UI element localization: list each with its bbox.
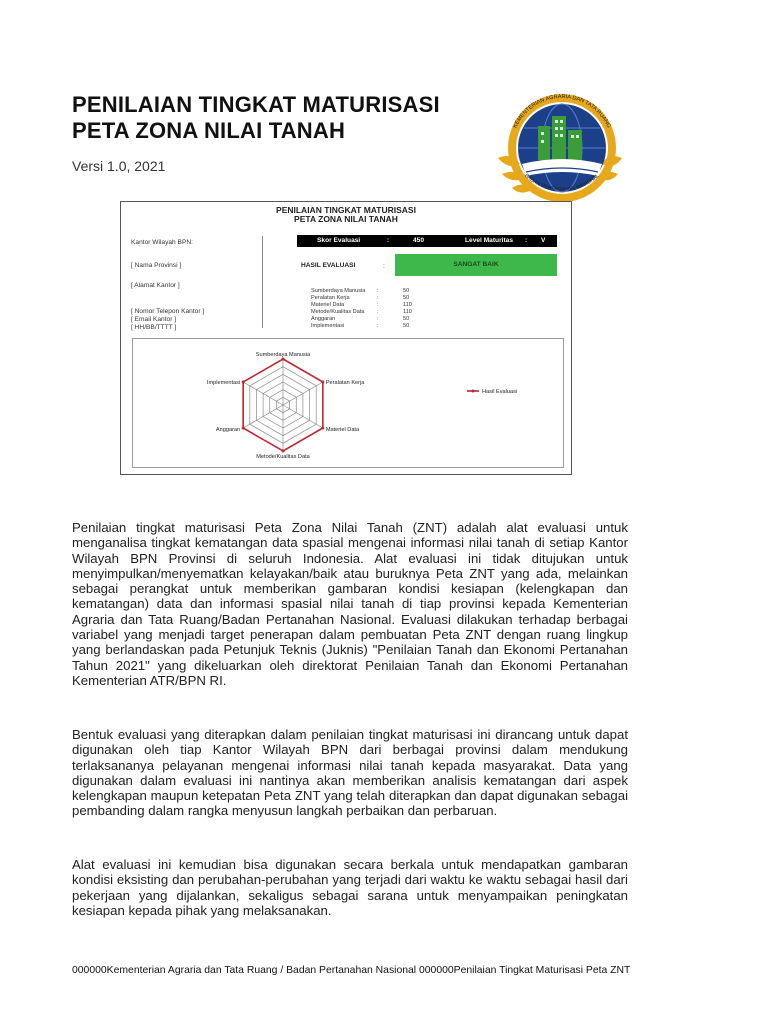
report-title-line-1: PENILAIAN TINGKAT MATURISASI bbox=[276, 205, 416, 215]
radar-chart bbox=[133, 339, 563, 467]
radar-axis-label: Implementasi bbox=[206, 380, 241, 386]
report-divider bbox=[262, 236, 263, 328]
score-bar bbox=[297, 235, 557, 247]
variable-row bbox=[311, 288, 410, 294]
variable-colon: : bbox=[377, 295, 379, 301]
variable-value: 50 bbox=[403, 316, 410, 322]
radar-series-point bbox=[242, 381, 245, 384]
report-field-email: [ Email Kantor ] bbox=[131, 316, 177, 323]
variable-colon: : bbox=[377, 309, 379, 315]
variable-value: 110 bbox=[403, 302, 412, 308]
radar-axis-label: Sumberdaya Manusia bbox=[255, 352, 311, 358]
variable-value: 50 bbox=[403, 288, 410, 294]
logo-text-top: KEMENTERIAN AGRARIA DAN TATA RUANG bbox=[512, 93, 612, 130]
body-paragraph-2: Bentuk evaluasi yang diterapkan dalam penilaian tingkat maturisasi ini dirancang untuk dapat digunakan oleh tiap Kantor Wilayah BPN dari berbagai provinsi dalam mendukung terlaksananya pelayanan mengenai informasi nilai tanah kepada masyarakat. Data yang digunakan dalam evaluasi ini nantinya akan memberikan analisis kematangan dari aspek kelengkapan maupun ketepatan Peta ZNT yang telah diterapkan dan dapat digunakan sebagai pembanding dalam rangka menyusun langkah perbaikan dan perbaruan. bbox=[72, 727, 628, 819]
variable-name: Metode/Kualitas Data bbox=[311, 309, 365, 315]
variable-value: 110 bbox=[403, 309, 412, 315]
variable-row bbox=[311, 309, 412, 315]
score-label: Skor Evaluasi bbox=[317, 237, 361, 244]
radar-series-point bbox=[321, 427, 324, 430]
title-line-2: PETA ZONA NILAI TANAH bbox=[72, 118, 346, 143]
radar-axis-label: Materiel Data bbox=[325, 427, 360, 433]
radar-axis-label: Peralatan Kerja bbox=[325, 380, 365, 386]
variable-value: 50 bbox=[403, 295, 410, 301]
report-field-telepon: [ Nomor Telepon Kantor ] bbox=[131, 308, 205, 315]
hasil-evaluasi-label: HASIL EVALUASI bbox=[301, 262, 356, 269]
report-field-provinsi: [ Nama Provinsi ] bbox=[131, 262, 182, 269]
legend-marker bbox=[472, 390, 475, 393]
score-value: 450 bbox=[413, 237, 425, 244]
variable-name: Materiel Data bbox=[311, 302, 345, 308]
radar-series-point bbox=[242, 427, 245, 430]
radar-axis-label: Metode/Kualitas Data bbox=[256, 454, 310, 460]
hasil-evaluasi-badge: SANGAT BAIK bbox=[395, 254, 557, 276]
variable-row bbox=[311, 316, 410, 322]
level-label: Level Maturitas bbox=[465, 237, 514, 244]
radar-series-point bbox=[321, 381, 324, 384]
logo-text-bottom: BADAN PERTANAHAN NASIONAL bbox=[523, 172, 601, 193]
report-field-alamat: [ Alamat Kantor ] bbox=[131, 282, 180, 289]
ministry-logo bbox=[494, 92, 630, 204]
report-title-line-2: PETA ZONA NILAI TANAH bbox=[294, 214, 398, 224]
variable-colon: : bbox=[377, 288, 379, 294]
variable-name: Sumberdaya Manusia bbox=[311, 288, 366, 294]
radar-series-point bbox=[282, 450, 285, 453]
variable-row bbox=[311, 302, 412, 308]
legend-label: Hasil Evaluasi bbox=[482, 389, 518, 395]
variable-row bbox=[311, 295, 410, 301]
variable-colon: : bbox=[377, 302, 379, 308]
variable-value: 50 bbox=[403, 323, 410, 329]
level-colon: : bbox=[525, 237, 528, 244]
version-text: Versi 1.0, 2021 bbox=[72, 158, 166, 174]
report-field-kanwil: Kantor Wilayah BPN: bbox=[131, 239, 193, 246]
variable-name: Implementasi bbox=[311, 323, 345, 329]
radar-chart-frame bbox=[132, 338, 564, 468]
variable-name: Peralatan Kerja bbox=[311, 295, 350, 301]
radar-axis-label: Anggaran bbox=[215, 427, 241, 433]
page-footer: 000000Kementerian Agraria dan Tata Ruang / Badan Pertanahan Nasional 000000Penilaian Tingkat Maturisasi Peta ZNT bbox=[72, 965, 631, 976]
variable-row bbox=[311, 323, 410, 329]
body-paragraph-1: Penilaian tingkat maturisasi Peta Zona Nilai Tanah (ZNT) adalah alat evaluasi untuk menganalisa tingkat kematangan data spasial mengenai informasi nilai tanah di setiap Kantor Wilayah BPN Provinsi di seluruh Indonesia. Alat evaluasi ini tidak ditujukan untuk menyimpulkan/menyematkan kelayakan/baik atau buruknya Peta ZNT yang ada, melainkan sebagai perangkat untuk memberikan gambaran kondisi kesiapan (kelengkapan dan kematangan) data dan informasi spasial nilai tanah di tiap provinsi kepada Kementerian Agraria dan Tata Ruang/Badan Pertanahan Nasional. Evaluasi dilakukan terhadap berbagai variabel yang menjadi target penerapan dalam pembuatan Peta ZNT dengan ruang lingkup yang berlandaskan pada Petunjuk Teknis (Juknis) "Penilaian Tanah dan Ekonomi Pertanahan Tahun 2021" yang dikeluarkan oleh direktorat Penilaian Tanah dan Ekonomi Pertanahan Kementerian ATR/BPN RI. bbox=[72, 520, 628, 688]
score-colon: : bbox=[387, 237, 390, 244]
variable-colon: : bbox=[377, 316, 379, 322]
variable-colon: : bbox=[377, 323, 379, 329]
hasil-evaluasi-colon: : bbox=[383, 263, 385, 270]
document-title bbox=[72, 92, 440, 144]
variable-name: Anggaran bbox=[311, 316, 336, 322]
title-line-1: PENILAIAN TINGKAT MATURISASI bbox=[72, 92, 440, 117]
evaluation-report-figure bbox=[120, 201, 572, 475]
level-value: V bbox=[541, 237, 546, 244]
report-field-date: [ HH/BB/TTTT ] bbox=[131, 324, 177, 331]
body-paragraph-3: Alat evaluasi ini kemudian bisa digunakan secara berkala untuk mendapatkan gambaran kondisi eksisting dan perubahan-perubahan yang terjadi dari waktu ke waktu sebagai hasil dari pekerjaan yang dijalankan, sekaligus sebagai sarana untuk menyampaikan peningkatan kesiapan kepada pihak yang melaksanakan. bbox=[72, 857, 628, 918]
